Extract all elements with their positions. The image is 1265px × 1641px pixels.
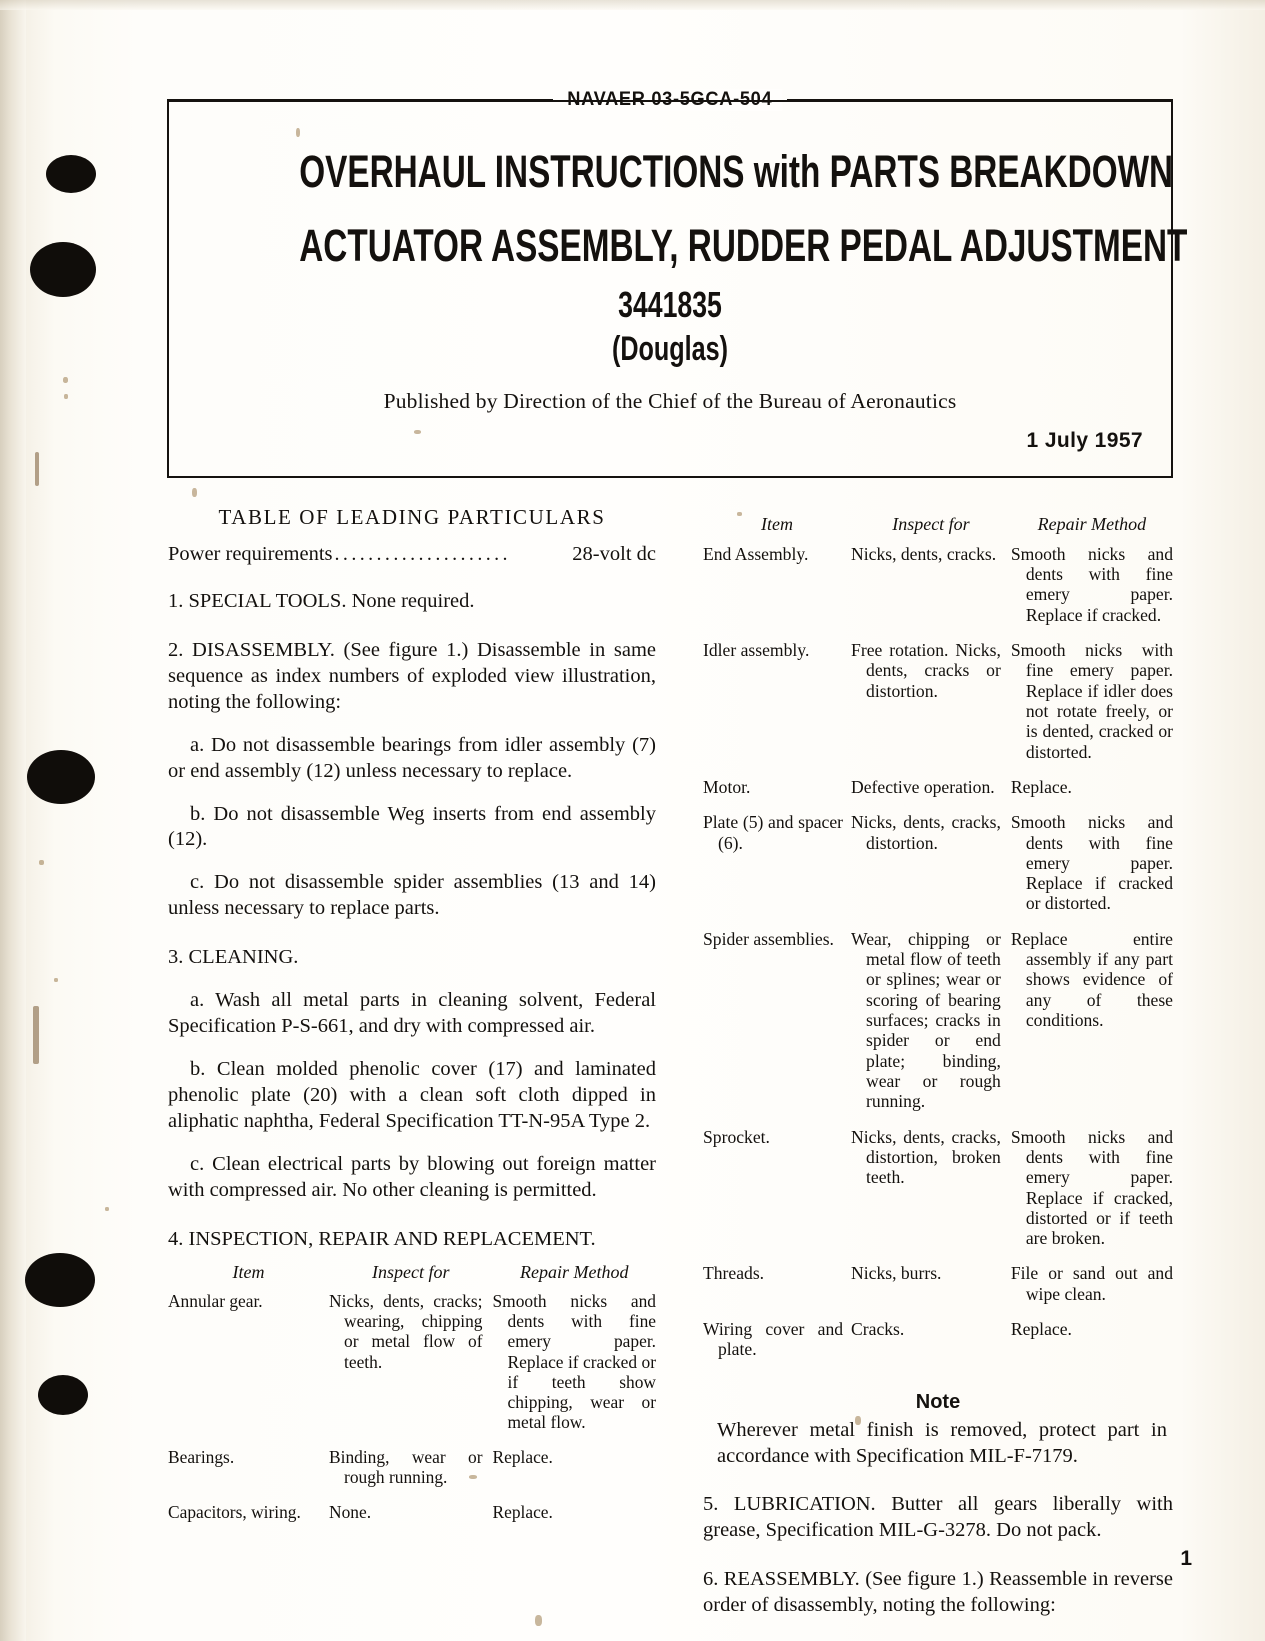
scan-edge-shadow-top — [0, 0, 1265, 10]
section-cleaning-a: a. Wash all metal parts in cleaning solvent, Federal Specification P-S-661, and dry with compressed air. — [168, 989, 656, 1038]
column-header-repair-method: Repair Method — [1037, 514, 1147, 534]
scan-artifact — [63, 377, 68, 383]
section-inspection-heading: 4. INSPECTION, REPAIR AND REPLACEMENT. — [168, 1227, 596, 1250]
cell-item: End Assembly. — [703, 543, 809, 564]
document-title-line1: OVERHAUL INSTRUCTIONS with PARTS BREAKDOWN — [299, 146, 1174, 197]
section-disassembly-c: c. Do not disassemble spider assemblies (13 and 14) unless necessary to replace parts. — [168, 871, 656, 920]
note-heading: Note — [915, 1390, 961, 1413]
cell-repair-method: File or sand out and wipe clean. — [1010, 1263, 1173, 1304]
cell-repair-method: Replace entire assembly if any part shows evidence of any of these conditions. — [1010, 928, 1173, 1031]
manufacturer: (Douglas) — [611, 330, 729, 368]
punch-hole — [38, 1375, 88, 1415]
section-cleaning-heading: 3. CLEANING. — [168, 946, 299, 969]
inspection-table-left — [168, 1262, 656, 1538]
cell-item: Sprocket. — [703, 1126, 770, 1147]
cell-item: Annular gear. — [168, 1291, 263, 1312]
scan-edge-shadow-left — [0, 0, 26, 1641]
cell-repair-method: Smooth nicks with fine emery paper. Replace if idler does not rotate freely, or is dented, cracked or distorted. — [1010, 640, 1173, 762]
table-header-row — [703, 514, 1173, 544]
power-requirements-row — [168, 543, 656, 566]
punch-hole — [30, 242, 96, 297]
section-cleaning-b: b. Clean molded phenolic cover (17) and laminated phenolic plate (20) with a clean soft cloth dipped in aliphatic naphtha, Federal Specification TT-N-95A Type 2. — [168, 1057, 656, 1132]
scan-artifact — [54, 978, 58, 982]
punch-hole — [46, 155, 96, 193]
cell-repair-method: Replace. — [492, 1502, 553, 1523]
cell-inspect-for: Nicks, dents, cracks. — [851, 543, 997, 564]
cell-item: Motor. — [703, 776, 751, 797]
cell-repair-method: Smooth nicks and dents with fine emery paper. Replace if cracked or if teeth show chipping, wear or metal flow. — [492, 1291, 656, 1432]
table-row — [168, 1502, 656, 1537]
document-title-line2: ACTUATOR ASSEMBLY, RUDDER PEDAL ADJUSTMENT — [299, 220, 1188, 271]
cell-item: Threads. — [703, 1263, 765, 1284]
inspection-table-right — [703, 514, 1173, 1375]
part-number: 3441835 — [618, 284, 722, 325]
leading-particulars-heading: TABLE OF LEADING PARTICULARS — [218, 505, 606, 529]
scan-artifact — [39, 860, 44, 865]
column-header-item: Item — [232, 1261, 265, 1282]
cell-inspect-for: Defective operation. — [851, 776, 995, 797]
section-disassembly-intro: 2. DISASSEMBLY. (See figure 1.) Disassemble in same sequence as index numbers of exploded view illustration, noting the following: — [168, 638, 656, 713]
scan-artifact — [33, 1006, 39, 1064]
section-reassembly: 6. REASSEMBLY. (See figure 1.) Reassemble in reverse order of disassembly, noting the following: — [703, 1568, 1173, 1617]
navaer-number: NAVAER 03-5GCA-504 — [558, 89, 782, 111]
table-row — [703, 929, 1173, 1127]
table-row — [703, 777, 1173, 812]
cell-inspect-for: Binding, wear or rough running. — [329, 1446, 483, 1488]
cell-item: Spider assemblies. — [703, 928, 834, 949]
power-requirements-label: Power requirements — [168, 543, 333, 565]
section-special-tools: 1. SPECIAL TOOLS. None required. — [168, 590, 475, 612]
column-header-item: Item — [761, 514, 794, 534]
table-row — [168, 1447, 656, 1502]
note-body: Wherever metal finish is removed, protect part in accordance with Specification MIL-F-7179. — [717, 1418, 1167, 1467]
right-column — [703, 505, 1173, 1619]
left-column — [168, 505, 656, 1537]
cell-inspect-for: Nicks, dents, cracks, distortion. — [851, 812, 1001, 853]
punch-hole — [27, 750, 95, 804]
published-by: Published by Direction of the Chief of the Bureau of Aeronautics — [383, 389, 957, 413]
scan-artifact — [105, 1207, 109, 1211]
page-number: 1 — [1180, 1547, 1192, 1570]
table-row — [703, 640, 1173, 777]
column-header-repair-method: Repair Method — [520, 1261, 629, 1282]
table-row — [703, 812, 1173, 929]
section-disassembly-a: a. Do not disassemble bearings from idler assembly (7) or end assembly (12) unless necessary to replace. — [168, 733, 656, 782]
cell-item: Plate (5) and spacer (6). — [703, 812, 844, 853]
cell-item: Capacitors, wiring. — [168, 1502, 301, 1523]
cell-item: Bearings. — [168, 1446, 235, 1467]
title-box — [167, 100, 1188, 478]
publication-date: 1 July 1957 — [1026, 429, 1143, 452]
cell-inspect-for: Nicks, dents, cracks; wearing, chipping or metal flow of teeth. — [329, 1291, 483, 1372]
cell-inspect-for: Nicks, dents, cracks, distortion, broken teeth. — [851, 1126, 1001, 1188]
cell-inspect-for: Cracks. — [851, 1319, 905, 1340]
section-disassembly-b: b. Do not disassemble Weg inserts from end assembly (12). — [168, 802, 656, 851]
cell-inspect-for: Nicks, burrs. — [851, 1263, 942, 1284]
table-row — [703, 1319, 1173, 1375]
leader-dots: ..................... — [334, 543, 511, 565]
cell-repair-method: Replace. — [1010, 776, 1072, 797]
cell-item: Idler assembly. — [703, 640, 810, 661]
table-row — [703, 1263, 1173, 1319]
table-row — [703, 1127, 1173, 1264]
scan-artifact — [535, 1615, 542, 1626]
cell-repair-method: Replace. — [1010, 1319, 1072, 1340]
scan-artifact — [35, 452, 39, 486]
cell-inspect-for: Wear, chipping or metal flow of teeth or splines; wear or scoring of bearing surfaces; cracks in spider or end plate; binding, wear or rough running. — [851, 928, 1001, 1112]
scan-artifact — [192, 488, 197, 497]
cell-inspect-for: None. — [329, 1502, 372, 1523]
table-header-row — [168, 1262, 656, 1292]
cell-repair-method: Replace. — [492, 1446, 553, 1467]
cell-repair-method: Smooth nicks and dents with fine emery paper. Replace if cracked or distorted. — [1010, 812, 1173, 914]
cell-repair-method: Smooth nicks and dents with fine emery paper. Replace if cracked, distorted or if teeth are broken. — [1010, 1126, 1173, 1249]
scan-artifact — [64, 394, 68, 399]
table-row — [168, 1291, 656, 1447]
punch-hole — [25, 1253, 95, 1307]
column-header-inspect-for: Inspect for — [892, 514, 970, 534]
section-cleaning-c: c. Clean electrical parts by blowing out foreign matter with compressed air. No other cleaning is permitted. — [168, 1152, 656, 1201]
cell-repair-method: Smooth nicks and dents with fine emery paper. Replace if cracked. — [1010, 543, 1173, 625]
power-requirements-value: 28-volt dc — [572, 543, 656, 565]
table-row — [703, 544, 1173, 640]
cell-item: Wiring cover and plate. — [703, 1319, 844, 1360]
cell-inspect-for: Free rotation. Nicks, dents, cracks or distortion. — [851, 640, 1001, 701]
section-lubrication: 5. LUBRICATION. Butter all gears liberally with grease, Specification MIL-G-3278. Do not pack. — [703, 1493, 1173, 1542]
column-header-inspect-for: Inspect for — [372, 1261, 450, 1282]
